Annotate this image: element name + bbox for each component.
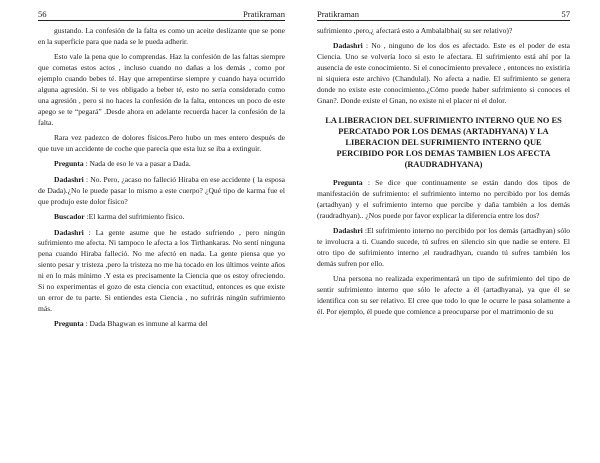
paragraph [38, 26, 285, 48]
paragraph-text: :El karma del sufrimiento físico. [84, 212, 185, 222]
paragraph [38, 228, 285, 315]
paragraph-text: : No , ninguno de los dos es afectado. Este es el poder de esta Ciencia. Uno se volvería loco si esto le afectara. El sufrimiento está ahí por la ausencia de este conocimiento. Si el conocimiento prevalece , entonces no existiría ni siquiera este archivo (Chandulal). No afecta a nadie. El sufrimiento se genera donde no existe este conocimiento.¿Cómo puede haber sufrimiento si conoces el Gnan?. Donde existe el Gnan, no existe ni el placer ni el dolor. [317, 41, 570, 105]
paragraph [317, 178, 570, 222]
paragraph-text: gustando. La confesión de la falta es como un aceite deslizante que se pone en la superficie para que nada se le pueda adherir. [38, 26, 285, 46]
page-number: 57 [561, 9, 570, 19]
paragraph [38, 319, 285, 330]
paragraph-text: Esto vale la pena que lo comprendas. Haz la confesión de las faltas siempre que cometas estos actos , incluso cuando no dañas a los demás , como por ejemplo cuando bebes té. Hay que arrepentirse siempre y cuando haya ocurrido alguna agresión. Si te ves obligado a beber té, esto no sería considerado como una agresión , pero si no haces la confesión de la falta, entonces un poco de este apego se te “pegará” .Desde ahora en adelante recuerda hacer la confesión de la falta. [38, 52, 285, 127]
right-page [300, 0, 600, 463]
speaker-label: Pregunta [54, 159, 84, 169]
speaker-label: Dadashri [54, 174, 84, 184]
paragraph-text: Una persona no realizada experimentará un tipo de sufrimiento del tipo de sentir sufrimiento interno que sólo le afecte a él (artadhyana), ya que él se identifica con su ser relativo. El cree que todo lo que le ocurre le pasa solamente a él. Por ejemplo, él puede que comience a preocuparse por el matrimonio de su [317, 274, 570, 316]
speaker-label: Dadashri [333, 225, 363, 235]
paragraph-text: : La gente asume que he estado sufriendo , pero ningún sufrimiento me afecta. Ni tampoco le afecta a los Tirthankaras. No sentí ninguna pena cuando Hiraba falleció. No me afectó en nada. La gente piensa que yo siento pesar y tristeza ,pero la tristeza no me ha tocado en los últimos veinte años ni en lo más mínimo .Y esta es precisamente la Ciencia que os estoy ofreciendo. Si no experimentas el gozo de esta ciencia con exactitud, entonces es que existe un error de tu parte. Si entiendes esta Ciencia , no sufrirás ningún sufrimiento más. [38, 227, 285, 313]
header-rule [317, 20, 570, 21]
page-number: 56 [38, 9, 47, 19]
paragraph-text: sufrimiento ,pero,¿ afectará esto a Ambalalbhai( su ser relativo)? [317, 26, 513, 35]
speaker-label: Pregunta [333, 177, 363, 187]
speaker-label: Pregunta [54, 319, 84, 329]
paragraph-text: Rara vez padezco de dolores físicos.Pero hubo un mes entero después de que tuve un accidente de coche que parecía que esta luz se iba a extinguir. [38, 133, 285, 154]
left-page-header [38, 0, 285, 20]
speaker-label: Dadashri [333, 41, 363, 51]
paragraph [38, 175, 285, 208]
section-heading: LA LIBERACION DEL SUFRIMIENTO INTERNO QUE NO ES PERCATADO POR LOS DEMAS (ARTADHYANA) Y LA LIBERACION DEL SUFRIMIENTO INTERNO QUE PERCIBIDO POR LOS DEMAS TAMBIEN LOS AFECTA (RAUDRADHYANA) [325, 115, 562, 169]
running-title: Pratikraman [317, 9, 359, 19]
left-page-body [38, 26, 285, 335]
paragraph-text: : Dada Bhagwan es inmune al karma del [83, 319, 208, 329]
paragraph-text: : No. Pero, ¿acaso no falleció Hiraba en ese accidente ( la esposa de Dada).¿No le puede pasar lo mismo a este cuerpo? ¿Qué tipo de karma fue el que produjo este dolor físico? [38, 174, 285, 206]
paragraph [317, 226, 570, 270]
speaker-label: Dadashri [54, 227, 84, 237]
paragraph [317, 26, 570, 37]
running-title: Pratikraman [243, 9, 285, 19]
header-rule [38, 20, 285, 21]
speaker-label: Buscador [54, 212, 85, 222]
paragraph [38, 159, 285, 170]
paragraph-text: : Se dice que continuamente se están dando dos tipos de manifestación de sufrimiento: el sufrimiento interno no percibido por los demás (artadhyan) y el sufrimiento interno que percibe y daña también a los demás (raudradhyan).. ¿Nos puede por favor explicar la diferencia entre los dos? [317, 177, 570, 220]
paragraph [317, 274, 570, 318]
paragraph-text: : Nada de eso le va a pasar a Dada. [83, 159, 191, 169]
paragraph [38, 133, 285, 155]
paragraph [38, 212, 285, 223]
paragraph-text: :El sufrimiento interno no percibido por los demás (artadhyan) sólo te involucra a ti. Cuando sucede, tú sufres en silencio sin que nadie se entere. El otro tipo de sufrimiento interno ,el raudradhyan, cuando tú sufres también los demás sufren por ello. [317, 225, 570, 268]
paragraph [317, 41, 570, 106]
right-page-body [317, 26, 570, 322]
right-page-header [317, 0, 570, 20]
paragraph [38, 52, 285, 128]
